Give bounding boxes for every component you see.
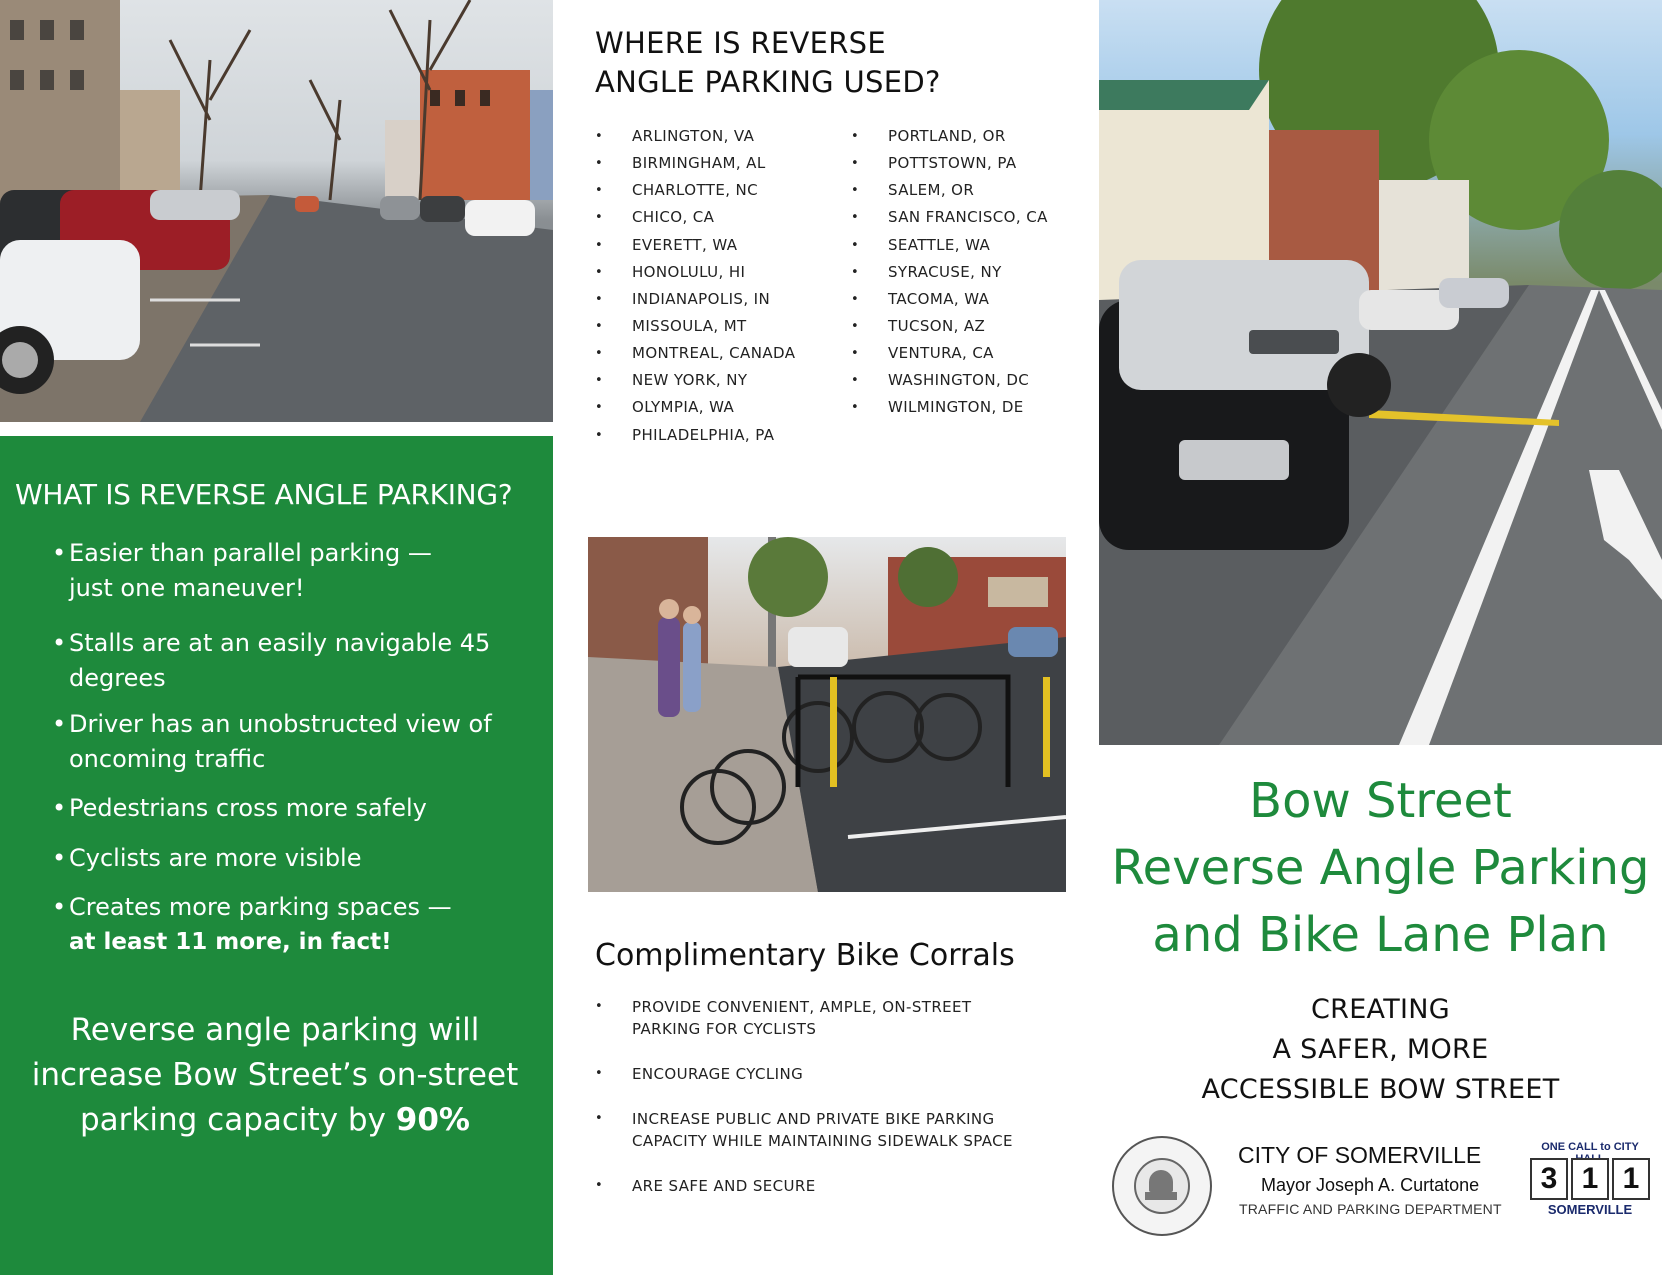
capacity-percent: 90% (395, 1102, 470, 1138)
benefit-item (52, 791, 512, 826)
bullet-icon: • (52, 893, 67, 921)
city-list-item (595, 286, 835, 313)
bullet-icon: • (595, 291, 604, 307)
city-name: SALEM, OR (888, 181, 975, 200)
city-name: SYRACUSE, NY (888, 262, 1002, 281)
bullet-icon: • (52, 844, 67, 872)
logo-311-digit: 1 (1612, 1158, 1650, 1200)
benefit-text: Stalls are at an easily navigable 45 degrees (69, 629, 491, 692)
bullet-icon: • (595, 346, 604, 362)
city-name: BIRMINGHAM, AL (632, 154, 766, 173)
corral-list-item (595, 1175, 1035, 1197)
benefit-item (52, 626, 512, 696)
city-name: PORTLAND, OR (888, 127, 1006, 145)
corral-item-text: PROVIDE CONVENIENT, AMPLE, ON-STREET PARKING FOR CYCLISTS (632, 998, 972, 1038)
city-list-column-2 (851, 123, 1081, 422)
bike-corrals-title: Complimentary Bike Corrals (595, 938, 1015, 973)
city-list-item (851, 313, 1081, 340)
mayor-name: Mayor Joseph A. Curtatone (1261, 1175, 1480, 1195)
street-parking-photo (0, 0, 553, 422)
bullet-icon: • (52, 710, 67, 738)
brochure-title (1099, 768, 1662, 969)
benefits-panel (0, 436, 553, 1275)
somerville-311-logo (1528, 1141, 1652, 1219)
benefit-item (52, 890, 512, 960)
city-list-item (851, 177, 1081, 204)
city-name: OLYMPIA, WA (632, 398, 735, 417)
bullet-icon: • (595, 210, 604, 226)
bullet-icon: • (851, 129, 860, 144)
brochure-subtitle (1099, 990, 1662, 1110)
corral-item-text: INCREASE PUBLIC AND PRIVATE BIKE PARKING CAPACITY WHILE MAINTAINING SIDEWALK SPACE (632, 1110, 1013, 1150)
city-list-item (595, 394, 835, 421)
city-list-item (851, 259, 1081, 286)
bullet-icon: • (851, 210, 860, 226)
bullet-icon: • (595, 400, 604, 416)
bullet-icon: • (595, 237, 604, 253)
bike-lane-street-photo-art (1099, 0, 1662, 745)
city-list-item (595, 232, 835, 259)
city-list-item (851, 394, 1081, 421)
city-name: CHICO, CA (632, 208, 715, 227)
city-name: SAN FRANCISCO, CA (888, 208, 1048, 227)
city-name: CHARLOTTE, NC (632, 181, 759, 200)
bullet-icon: • (851, 318, 860, 334)
city-name: POTTSTOWN, PA (888, 154, 1017, 173)
bullet-icon: • (595, 1178, 604, 1193)
city-name: MISSOULA, MT (632, 316, 747, 335)
benefit-item (52, 536, 512, 606)
bike-lane-street-photo (1099, 0, 1662, 745)
city-list-item (595, 340, 835, 367)
seal-dome (1149, 1170, 1173, 1192)
bullet-icon: • (52, 539, 67, 567)
bullet-icon: • (595, 129, 604, 144)
brochure-subtitle-line1: CREATING (1310, 994, 1451, 1025)
city-name: HONOLULU, HI (632, 262, 746, 281)
city-list-item (595, 177, 835, 204)
city-name-heading: CITY OF SOMERVILLE (1238, 1142, 1482, 1168)
corral-list-item (595, 996, 1035, 1040)
benefit-item (52, 707, 512, 777)
bullet-icon: • (595, 264, 604, 280)
where-used-title-line2: ANGLE PARKING USED? (595, 65, 941, 99)
city-name: MONTREAL, CANADA (632, 344, 796, 363)
where-used-title (595, 24, 941, 102)
bullet-icon: • (851, 291, 860, 307)
brochure-subtitle-line3: ACCESSIBLE BOW STREET (1201, 1074, 1560, 1105)
corral-item-text: ARE SAFE AND SECURE (632, 1177, 816, 1195)
city-name: TUCSON, AZ (888, 316, 986, 335)
bullet-icon: • (595, 427, 604, 443)
bullet-icon: • (595, 1066, 604, 1081)
benefit-text-bold: at least 11 more, in fact! (69, 929, 392, 955)
city-list-item (851, 123, 1081, 150)
capacity-text: Reverse angle parking will increase Bow Street’s on-street parking capacity by (31, 1012, 519, 1138)
bullet-icon: • (595, 183, 604, 199)
corral-list-item (595, 1063, 1035, 1085)
bullet-icon: • (851, 400, 860, 416)
city-list-column-1 (595, 123, 835, 449)
city-list-item (851, 286, 1081, 313)
bullet-icon: • (851, 346, 860, 362)
bullet-icon: • (595, 999, 604, 1014)
city-list-item (595, 259, 835, 286)
city-list-item (851, 367, 1081, 394)
bullet-icon: • (595, 1111, 604, 1126)
bullet-icon: • (595, 318, 604, 334)
logo-311-city: SOMERVILLE (1547, 1202, 1633, 1217)
brochure-subtitle-line2: A SAFER, MORE (1272, 1034, 1489, 1065)
city-name: NEW YORK, NY (632, 371, 748, 390)
bullet-icon: • (851, 156, 860, 172)
bullet-icon: • (52, 629, 67, 657)
city-list-item (595, 367, 835, 394)
street-parking-photo-art (0, 0, 553, 422)
city-name: EVERETT, WA (632, 235, 738, 254)
bullet-icon: • (595, 373, 604, 389)
logo-311-digit: 1 (1571, 1158, 1609, 1200)
bike-corral-photo-art (588, 537, 1066, 892)
city-name: ARLINGTON, VA (632, 127, 755, 145)
benefit-text: Driver has an unobstructed view of oncoming traffic (69, 710, 492, 773)
capacity-statement (30, 1008, 520, 1143)
corral-item-text: ENCOURAGE CYCLING (632, 1065, 804, 1083)
bullet-icon: • (851, 373, 860, 389)
bullet-icon: • (52, 794, 67, 822)
logo-311-digit: 3 (1530, 1158, 1568, 1200)
brochure-title-line2: Reverse Angle Parking (1111, 840, 1650, 896)
bullet-icon: • (851, 264, 860, 280)
city-list-item (595, 204, 835, 231)
bike-corral-photo (588, 537, 1066, 892)
benefit-text: Cyclists are more visible (69, 844, 362, 872)
city-name: PHILADELPHIA, PA (632, 425, 775, 444)
city-name: TACOMA, WA (888, 289, 990, 308)
city-list-item (851, 204, 1081, 231)
seal-base (1145, 1192, 1177, 1200)
benefit-item (52, 841, 512, 876)
city-list-item (851, 232, 1081, 259)
city-list-item (595, 123, 835, 150)
corral-list-item (595, 1108, 1035, 1152)
city-list-item (595, 150, 835, 177)
city-list-item (851, 340, 1081, 367)
benefit-text: Creates more parking spaces — (69, 893, 452, 921)
city-list-item (595, 422, 835, 449)
department-name: TRAFFIC AND PARKING DEPARTMENT (1239, 1201, 1502, 1217)
city-list-item (595, 313, 835, 340)
bullet-icon: • (851, 237, 860, 253)
logo-311-tagline: ONE CALL to CITY (1541, 1141, 1639, 1153)
brochure-title-line1: Bow Street (1249, 773, 1512, 829)
city-list-item (851, 150, 1081, 177)
city-name: SEATTLE, WA (888, 235, 991, 254)
benefit-text: Pedestrians cross more safely (69, 794, 427, 822)
bullet-icon: • (595, 156, 604, 172)
city-name: WILMINGTON, DE (888, 398, 1024, 417)
seal-icon (1112, 1136, 1212, 1236)
city-name: WASHINGTON, DC (888, 371, 1030, 390)
where-used-title-line1: WHERE IS REVERSE (595, 26, 886, 60)
benefits-title: WHAT IS REVERSE ANGLE PARKING? (15, 478, 513, 511)
bullet-icon: • (851, 183, 860, 199)
brochure-title-line3: and Bike Lane Plan (1152, 907, 1609, 963)
benefit-text: Easier than parallel parking — just one maneuver! (69, 539, 432, 602)
city-name: INDIANAPOLIS, IN (632, 289, 771, 308)
city-name: VENTURA, CA (888, 344, 994, 363)
